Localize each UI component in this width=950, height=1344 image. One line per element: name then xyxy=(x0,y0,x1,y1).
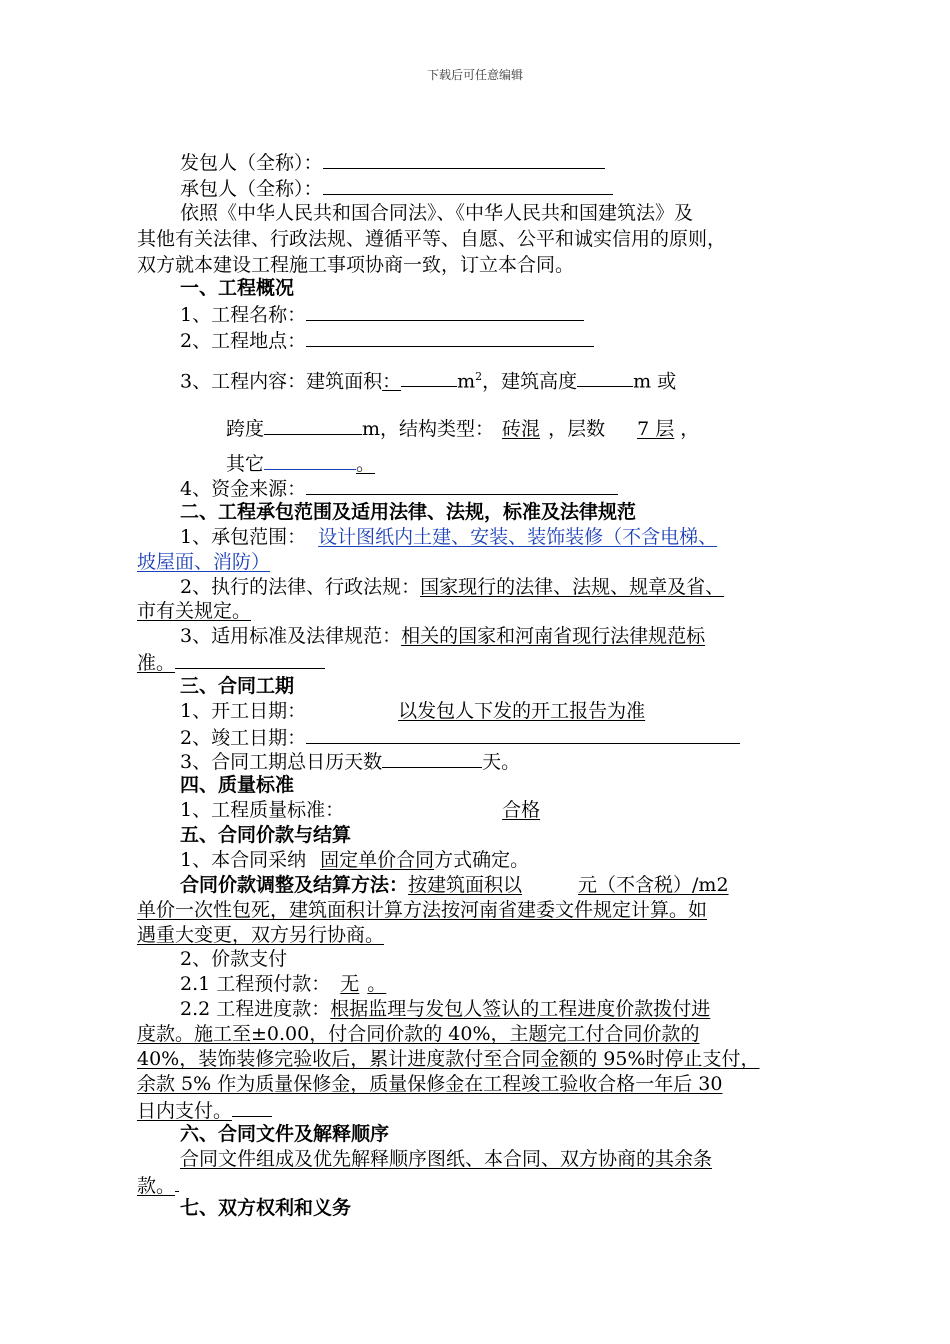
project-name-line xyxy=(180,302,584,326)
progress-payment-value-1: 根据监理与发包人签认的工程进度价款拨付进 xyxy=(330,998,711,1020)
laws-value-1: 国家现行的法律、法规、规章及省、 xyxy=(420,576,725,598)
area-blank[interactable] xyxy=(401,368,457,387)
section-3-heading: 三、合同工期 xyxy=(180,675,295,697)
price-adjust-value-2: 元（不含税）/m2 xyxy=(578,874,729,896)
other-label: 其它 xyxy=(226,453,265,475)
other-period: 。 xyxy=(356,453,376,475)
floors-value: 7 层 xyxy=(637,418,675,440)
funding-line xyxy=(180,476,618,500)
section-1-heading: 一、工程概况 xyxy=(180,277,295,299)
preamble-line-3: 双方就本建设工程施工事项协商一致，订立本合同。 xyxy=(137,254,575,276)
advance-payment-label: 2.1 工程预付款： xyxy=(180,973,331,995)
start-date-label: 1、开工日期： xyxy=(180,700,307,722)
scope-line-1 xyxy=(180,526,717,548)
scope-value-2: 坡屋面、消防） xyxy=(137,551,271,573)
project-location-blank[interactable] xyxy=(306,328,594,347)
documents-line-1: 合同文件组成及优先解释顺序图纸、本合同、双方协商的其余条 xyxy=(180,1148,713,1170)
start-date-value: 以发包人下发的开工报告为准 xyxy=(398,700,646,722)
completion-date-blank[interactable] xyxy=(306,725,740,744)
laws-value-2: 市有关规定。 xyxy=(137,600,252,622)
progress-payment-label: 2.2 工程进度款： xyxy=(180,998,331,1020)
standards-value-1: 相关的国家和河南省现行法律规范标 xyxy=(401,625,706,647)
duration-unit: 天。 xyxy=(482,751,521,773)
contractor-label: 承包人（全称）： xyxy=(180,178,323,200)
floors-comma: ， xyxy=(680,418,700,440)
other-blank[interactable] xyxy=(264,451,356,470)
standards-value-2: 准。 xyxy=(137,652,176,674)
advance-payment-period: 。 xyxy=(367,973,387,995)
section-2-heading: 二、工程承包范围及适用法律、法规，标准及法律规范 xyxy=(180,501,637,523)
contract-type-suffix: 方式确定。 xyxy=(434,849,530,871)
section-4-heading: 四、质量标准 xyxy=(180,774,295,796)
quality-label: 1、工程质量标准： xyxy=(180,799,345,821)
scope-value-1: 设计图纸内土建、安装、装饰装修（不含电梯、 xyxy=(318,526,718,548)
price-adjust-line-2: 单价一次性包死，建筑面积计算方法按河南省建委文件规定计算。如 xyxy=(137,899,708,921)
other-line xyxy=(226,451,375,475)
duration-label: 3、合同工期总日历天数 xyxy=(180,751,383,773)
price-adjust-value-1: 按建筑面积以 xyxy=(408,874,523,896)
page-header: 下载后可任意编辑 xyxy=(426,68,523,82)
scope-label: 1、承包范围： xyxy=(180,526,307,548)
price-adjust-label: 合同价款调整及结算方法： xyxy=(180,874,409,896)
employer-label: 发包人（全称）： xyxy=(180,152,323,174)
contractor-line xyxy=(180,176,613,200)
span-label: 跨度 xyxy=(226,418,265,440)
start-date-line xyxy=(180,700,723,722)
documents-value-2: 款。 xyxy=(137,1175,176,1197)
employer-blank[interactable] xyxy=(323,150,605,169)
progress-payment-line-1 xyxy=(180,998,710,1020)
progress-payment-value-5: 日内支付。 xyxy=(137,1100,233,1122)
project-location-label: 2、工程地点： xyxy=(180,330,307,352)
standards-line-2 xyxy=(137,650,325,674)
advance-payment-line xyxy=(180,973,394,995)
structure-label: m，结构类型： xyxy=(362,418,495,440)
laws-label: 2、执行的法律、行政法规： xyxy=(180,576,421,598)
standards-line-1 xyxy=(180,625,705,647)
standards-blank[interactable] xyxy=(175,650,325,669)
contract-type-value: 固定单价合同 xyxy=(320,849,435,871)
area-unit-sup: 2 xyxy=(475,370,483,383)
funding-label: 4、资金来源： xyxy=(180,478,307,500)
preamble-line-1: 依照《中华人民共和国合同法》、《中华人民共和国建筑法》及 xyxy=(180,202,694,224)
quality-line xyxy=(180,799,766,821)
contract-type-label: 1、本合同采纳 xyxy=(180,849,307,871)
progress-payment-line-2: 度款。施工至±0.00，付合同价款的 40%，主题完工付合同价款的 xyxy=(137,1023,700,1045)
quality-value: 合格 xyxy=(502,799,541,821)
advance-payment-value: 无 xyxy=(340,973,360,995)
standards-label: 3、适用标准及法律规范： xyxy=(180,625,402,647)
preamble-line-2: 其他有关法律、行政法规、遵循平等、自愿、公平和诚实信用的原则， xyxy=(137,228,727,250)
span-line xyxy=(226,416,699,440)
progress-payment-line-3: 40%，装饰装修完验收后，累计进度款付至合同金额的 95%时停止支付， xyxy=(137,1048,760,1070)
progress-payment-line-4: 余款 5% 作为质量保修金，质量保修金在工程竣工验收合格一年后 30 xyxy=(137,1073,723,1095)
price-adjust-line-3: 遇重大变更，双方另行协商。 xyxy=(137,924,385,946)
documents-blank[interactable] xyxy=(175,1173,179,1192)
duration-blank[interactable] xyxy=(382,749,482,768)
completion-date-label: 2、竣工日期： xyxy=(180,727,307,749)
price-adjust-line-1 xyxy=(180,874,729,896)
employer-line xyxy=(180,150,605,174)
documents-line-2 xyxy=(137,1173,179,1197)
height-label: ，建筑高度 xyxy=(482,370,578,393)
duration-line xyxy=(180,749,520,773)
section-6-heading: 六、合同文件及解释顺序 xyxy=(180,1123,390,1145)
progress-payment-blank[interactable] xyxy=(232,1098,272,1117)
laws-line-1 xyxy=(180,576,724,598)
project-name-blank[interactable] xyxy=(306,302,584,321)
span-blank[interactable] xyxy=(264,416,362,435)
structure-type-value: 砖混 xyxy=(502,418,541,440)
project-location-line xyxy=(180,328,594,352)
height-blank[interactable] xyxy=(577,368,633,387)
content-label: 3、工程内容：建筑面积 xyxy=(180,370,383,393)
area-unit: m xyxy=(457,370,476,393)
section-7-heading: 七、双方权利和义务 xyxy=(180,1197,352,1219)
section-5-heading: 五、合同价款与结算 xyxy=(180,824,352,846)
completion-date-line xyxy=(180,725,740,749)
funding-blank[interactable] xyxy=(306,476,618,495)
contract-type-line xyxy=(180,849,529,871)
area-colon: ： xyxy=(382,370,402,393)
height-unit: m 或 xyxy=(633,370,677,393)
floors-label: ，层数 xyxy=(548,418,606,440)
progress-payment-line-5 xyxy=(137,1098,272,1122)
payment-heading: 2、价款支付 xyxy=(180,948,288,970)
project-content-line xyxy=(180,366,676,392)
project-name-label: 1、工程名称： xyxy=(180,304,307,326)
contractor-blank[interactable] xyxy=(323,176,613,195)
